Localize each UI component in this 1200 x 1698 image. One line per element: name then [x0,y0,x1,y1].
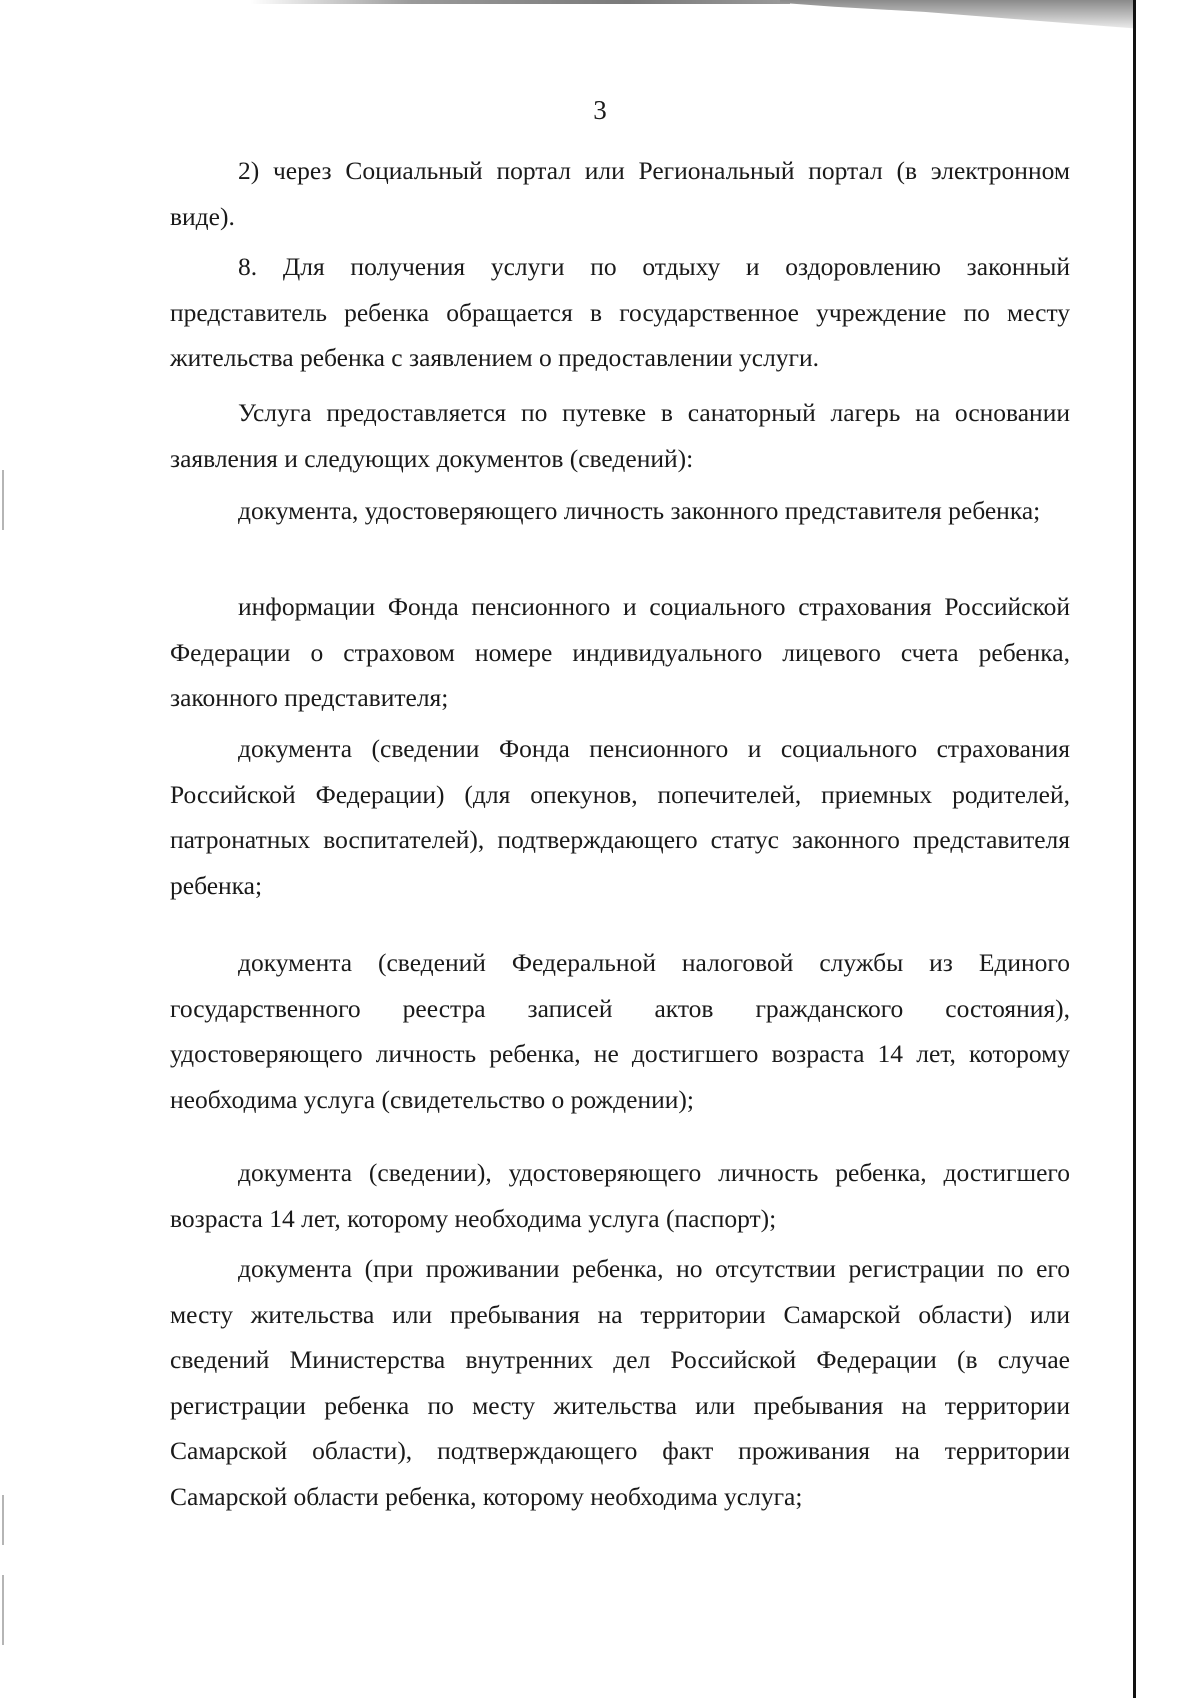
paragraph: информации Фонда пенсионного и социального страхования Российской Федерации о страховом номере индивидуального лицевого счета ребенка, законного представителя; [170,592,1070,712]
scan-margin [1136,0,1200,1698]
paragraph: Услуга предоставляется по путевке в санаторный лагерь на основании заявления и следующих документов (сведений): [170,398,1070,473]
scan-artifact-top-strip [250,0,790,4]
paragraph: 8. Для получения услуги по отдыху и оздоровлению законный представитель ребенка обращается в государственное учреждение по месту жительства ребенка с заявлением о предоставлении услуги. [170,252,1070,372]
scan-artifact-left-mark [2,470,4,530]
scan-artifact-left-mark [2,1575,4,1645]
page-number: 3 [593,95,607,125]
scan-artifact-top-smear [780,0,1140,34]
paragraph: 2) через Социальный портал или Региональный портал (в электронном виде). [170,156,1070,231]
paragraph: документа (сведении Фонда пенсионного и социального страхования Российской Федерации) (для опекунов, попечителей, приемных родителей, патронатных воспитателей), подтверждающего статус законного представителя ребенка; [170,734,1070,900]
scan-artifact-left-mark [2,1495,4,1545]
paragraph: документа (сведении), удостоверяющего личность ребенка, достигшего возраста 14 лет, которому необходима услуга (паспорт); [170,1158,1070,1233]
paragraph: документа, удостоверяющего личность законного представителя ребенка; [238,496,1041,525]
paragraph: документа (сведений Федеральной налоговой службы из Единого государственного реестра записей актов гражданского состояния), удостоверяющего личность ребенка, не достигшего возраста 14 лет, которому необходима услуга (свидетельство о рождении); [170,948,1070,1114]
paragraph: документа (при проживании ребенка, но отсутствии регистрации по его месту жительства или пребывания на территории Самарской области) или сведений Министерства внутренних дел Российской Федерации (в случае регистрации ребенка по месту жительства или пребывания на территории Самарской области), подтверждающего факт проживания на территории Самарской области ребенка, которому необходима услуга; [170,1254,1070,1511]
